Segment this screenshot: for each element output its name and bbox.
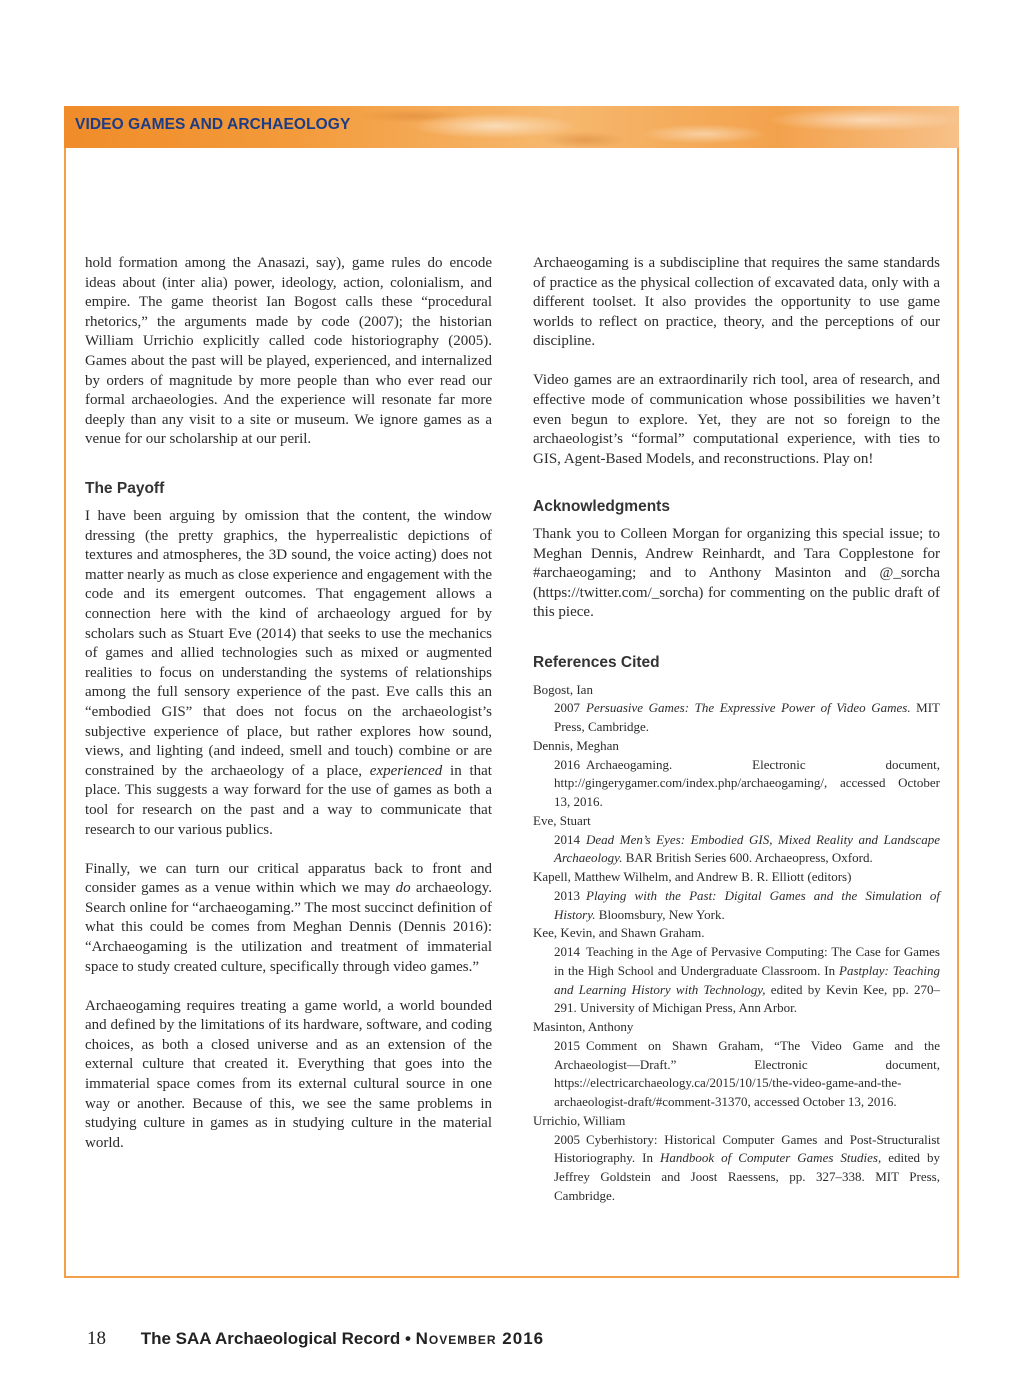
page-footer [87,1328,544,1350]
left-column [85,254,492,1153]
references-heading: References Cited [533,654,660,671]
reference-item [533,812,940,868]
reference-author: Eve, Stuart [533,812,591,828]
paragraph: hold formation among the Anasazi, say), game rules do encode ideas about (inter alia) power, ideology, action, colonialism, and empire. The game theorist Ian Bogost calls these “procedural rhetorics,” the arguments made by code (2007); the historian William Urrichio explicitly called code historiography (2005). Games about the past will be played, experienced, and internalized by orders of magnitude by more people than who ever read our formal archaeologies. And the experience will resonate far more deeply than any visit to a site or museum. We ignore games as a venue for our scholarship at our peril. [85,255,492,448]
reference-author: Bogost, Ian [533,681,593,697]
reference-item [533,1018,940,1112]
reference-item [533,681,940,737]
reference-author: Urrichio, William [533,1112,626,1128]
acknowledgments-text: Thank you to Colleen Morgan for organizing this special issue; to Meghan Dennis, Andrew Reinhardt, and Tara Copplestone for #archaeogaming; and to Anthony Masinton and @_sorcha (https://twitter.com/_sorcha) for commenting on the public draft of this piece. [533,526,940,621]
reference-author: Kee, Kevin, and Shawn Graham. [533,925,705,941]
reference-item [533,868,940,924]
reference-entry: 2014 Teaching in the Age of Pervasive Computing: The Case for Games in the High School and Undergraduate Classroom. In Pastplay: Teaching and Learning History with Technology, edited by Kevin Kee, pp. 270–291. University of Michigan Press, Ann Arbor. [554,944,940,1016]
references-list [533,681,940,1206]
reference-entry: 2005 Cyberhistory: Historical Computer Games and Post-Structuralist Historiography. In Handbook of Computer Games Studies, edited by Jeffrey Goldstein and Joost Raessens, pp. 327–338. MIT Press, Cambridge. [554,1131,941,1203]
reference-entry: 2014 Dead Men’s Eyes: Embodied GIS, Mixed Reality and Landscape Archaeology. BAR British Series 600. Archaeopress, Oxford. [554,831,940,866]
reference-entry: 2007 Persuasive Games: The Expressive Power of Video Games. MIT Press, Cambridge. [554,700,940,735]
page-number: 18 [87,1328,106,1349]
reference-entry: 2013 Playing with the Past: Digital Games and the Simulation of History. Bloomsbury, New York. [554,887,940,922]
reference-item [533,924,940,1018]
paragraph: Video games are an extraordinarily rich tool, area of research, and effective mode of communication whose possibilities we haven’t even begun to explore. Yet, they are not so foreign to the archaeologist’s “formal” computational experience, with ties to GIS, Agent-Based Models, and reconstructions. Play on! [533,372,940,467]
reference-entry: 2016 Archaeogaming. Electronic document, http://gingerygamer.com/index.php/archaeogaming/, accessed October 13, 2016. [554,756,940,810]
reference-item [533,737,940,812]
acknowledgments-heading: Acknowledgments [533,498,670,516]
footer-bullet: • [404,1329,411,1348]
journal-title: The SAA Archaeological Record [140,1329,401,1348]
section-title: VIDEO GAMES AND ARCHAEOLOGY [75,116,351,133]
reference-author: Masinton, Anthony [533,1019,634,1035]
issue-date: November 2016 [415,1329,545,1348]
paragraph: Archaeogaming requires treating a game world, a world bounded and defined by the limitations of its hardware, software, and coding choices, as both a closed universe and as an extension of the external culture that created it. Everything that goes into the immaterial space comes from its external cultural source in one way or another. Because of this, we see the same problems in studying culture in games as in studying culture in the material world. [85,997,492,1151]
reference-entry: 2015 Comment on Shawn Graham, “The Video Game and the Archaeologist—Draft.” Electronic document, https://electricarchaeology.ca/2015/10/15/the-video-game-and-the-archaeologist-draft/#comment-31370, accessed October 13, 2016. [554,1037,940,1110]
payoff-heading: The Payoff [85,480,165,498]
paragraph: Archaeogaming is a subdiscipline that requires the same standards of practice as the physical collection of excavated data, only with a different toolset. It also provides the opportunity to use game worlds to reflect on practice, theory, and the perceptions of our discipline. [533,255,940,350]
paragraph: I have been arguing by omission that the content, the window dressing (the pretty graphics, the hyperrealistic depictions of textures and atmospheres, the 3D sound, the voice acting) does not matter nearly as much as close experience and engagement with the code and its emergent outcomes. That engagement allows a connection here with the kind of archaeology argued for by scholars such as Stuart Eve (2014) that seeks to use the mechanics of games and allied technologies such as mixed or augmented realities to focus on understanding the systems of relationships among the full sensory experience of the past. Eve calls this an “embodied GIS” that does not focus on the archaeologist’s subjective experience of place, but rather explores how sound, views, and lighting (and indeed, smell and touch) combine or are constrained by the archaeology of a place, experienced in that place. This suggests a way forward for the use of games as both a tool for research on the past and a way to communicate that research to our various publics. [85,508,492,838]
reference-author: Kapell, Matthew Wilhelm, and Andrew B. R. Elliott (editors) [533,869,852,885]
right-column [533,254,940,1206]
section-banner [64,106,959,148]
paragraph: Finally, we can turn our critical apparatus back to front and consider games as a venue within which we may do archaeology. Search online for “archaeogaming.” The most succinct definition of what this could be comes from Meghan Dennis (Dennis 2016): “Archaeogaming is the utilization and treatment of immaterial space to study created culture, specifically through video games.” [85,860,492,975]
reference-author: Dennis, Meghan [533,737,619,753]
reference-item [533,1112,940,1206]
